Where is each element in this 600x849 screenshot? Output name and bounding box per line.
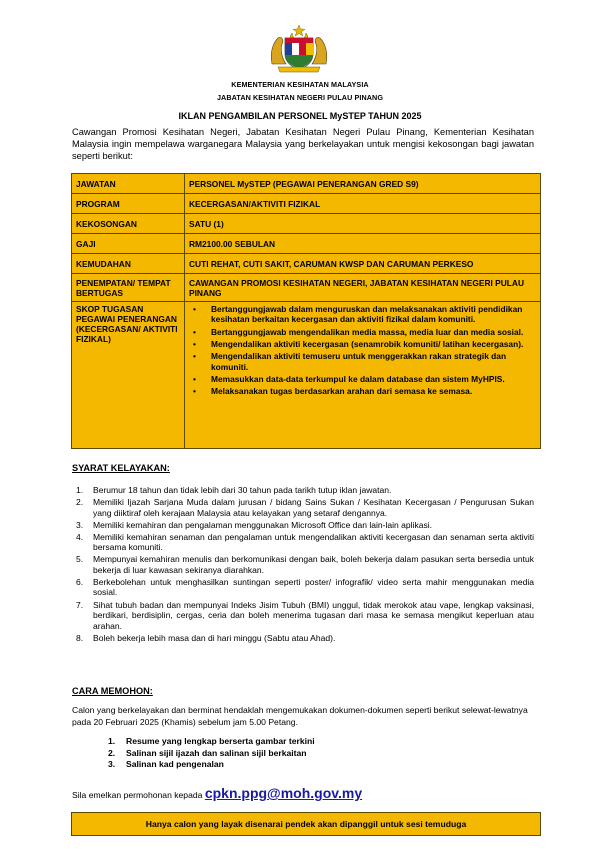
- table-row: [72, 194, 541, 214]
- table-row: [72, 254, 541, 274]
- item-number: 1.: [76, 485, 84, 495]
- item-number: 4.: [76, 531, 84, 542]
- item-text: Boleh bekerja lebih masa dan di hari minggu (Sabtu atau Ahad).: [93, 632, 336, 643]
- requirements-list: [72, 485, 534, 645]
- list-item: [108, 736, 315, 748]
- list-item: [72, 520, 534, 531]
- list-item: • Memasukkan data-data terkumpul ke dalam database dan sistem MyHPIS.: [189, 374, 536, 384]
- row-value: KECERGASAN/AKTIVITI FIZIKAL: [185, 194, 541, 214]
- table-row: [72, 234, 541, 254]
- row-key: JAWATAN: [72, 174, 185, 194]
- item-number: 1.: [108, 736, 116, 746]
- table-row: [72, 214, 541, 234]
- row-key: GAJI: [72, 234, 185, 254]
- documents-list: [108, 736, 315, 771]
- list-item: [108, 759, 315, 771]
- item-number: 2.: [76, 497, 84, 508]
- row-key: KEMUDAHAN: [72, 254, 185, 274]
- row-value: PERSONEL MySTEP (PEGAWAI PENERANGAN GRED S9): [185, 174, 541, 194]
- item-text: Memiliki Ijazah Sarjana Muda dalam jurusan / bidang Sains Sukan / Kesihatan Kecergasan / Pengurusan Sukan yang diiktiraf oleh kerajaan Malaysia atau kelayakan yang setaraf dengannya.: [93, 497, 534, 518]
- row-value: RM2100.00 SEBULAN: [185, 234, 541, 254]
- list-item: • Melaksanakan tugas berdasarkan arahan dari semasa ke semasa.: [189, 386, 536, 396]
- scope-value: [185, 302, 541, 449]
- item-text: Resume yang lengkap berserta gambar terkini: [126, 736, 315, 746]
- item-text: Sihat tubuh badan dan mempunyai Indeks Jisim Tubuh (BMI) unggul, tidak merokok atau vape, lengkap vaksinasi, berdikari, berdisiplin, cergas, ceria dan boleh menerima tugasan dari masa ke semasa mengikut keperluan atau arahan.: [93, 599, 534, 631]
- requirements-heading: SYARAT KELAYAKAN:: [72, 463, 170, 473]
- item-number: 5.: [76, 554, 84, 565]
- row-key: KEKOSONGAN: [72, 214, 185, 234]
- coat-of-arms-icon: [268, 24, 330, 74]
- scope-key: SKOP TUGASAN PEGAWAI PENERANGAN (KECERGASAN/ AKTIVITI FIZIKAL): [72, 302, 185, 449]
- item-number: 8.: [76, 632, 84, 643]
- list-item: [72, 497, 534, 518]
- item-number: 3.: [108, 759, 116, 770]
- table-row-scope: [72, 302, 541, 449]
- page-title: IKLAN PENGAMBILAN PERSONEL MySTEP TAHUN 2025: [178, 111, 422, 121]
- list-item: [72, 554, 534, 575]
- application-heading: CARA MEMOHON:: [72, 686, 153, 696]
- list-item: [72, 532, 534, 553]
- row-value: CAWANGAN PROMOSI KESIHATAN NEGERI, JABATAN KESIHATAN NEGERI PULAU PINANG: [185, 274, 541, 302]
- list-item: [72, 600, 534, 632]
- list-item: • Mengendalikan aktiviti temuseru untuk menggerakkan rakan strategik dan komuniti.: [189, 351, 536, 371]
- table-row: [72, 174, 541, 194]
- row-value: CUTI REHAT, CUTI SAKIT, CARUMAN KWSP DAN CARUMAN PERKESO: [185, 254, 541, 274]
- item-number: 2.: [108, 747, 116, 758]
- intro-paragraph: Cawangan Promosi Kesihatan Negeri, Jabatan Kesihatan Negeri Pulau Pinang, Kementerian Kesihatan Malaysia ingin mempelawa warganegara Malaysia yang berkelayakan untuk mengisi kekosongan bagi jawatan seperti berikut:: [72, 127, 534, 161]
- item-text: Memiliki kemahiran senaman dan pengalaman untuk mengendalikan aktiviti kecergasan dan senaman serta aktiviti bersama komuniti.: [93, 531, 534, 553]
- email-link[interactable]: cpkn.ppg@moh.gov.my: [204, 785, 363, 801]
- list-item: • Bertanggungjawab mengendalikan media massa, media luar dan media sosial.: [189, 327, 536, 337]
- list-item: [108, 748, 315, 760]
- job-details-table: [71, 173, 541, 449]
- list-item: [72, 577, 534, 598]
- row-key: PROGRAM: [72, 194, 185, 214]
- item-text: Memiliki kemahiran dan pengalaman menggunakan Microsoft Office dan lain-lain aplikasi.: [93, 519, 433, 530]
- item-text: Salinan kad pengenalan: [126, 759, 224, 770]
- list-item: [72, 485, 534, 496]
- list-item: • Mengendalikan aktiviti kecergasan (senamrobik komuniti/ latihan kecergasan).: [189, 339, 536, 349]
- item-number: 6.: [76, 576, 84, 587]
- row-key: PENEMPATAN/ TEMPAT BERTUGAS: [72, 274, 185, 302]
- email-prompt: Sila emelkan permohonan kepada: [72, 790, 203, 800]
- item-text: Mempunyai kemahiran menulis dan berkomunikasi dengan baik, boleh bekerja dalam pasukan serta bersedia untuk bekerja di luar kawasan sekiranya diarahkan.: [93, 554, 534, 575]
- table-row: [72, 274, 541, 302]
- list-item: [72, 633, 534, 644]
- item-number: 3.: [76, 519, 84, 530]
- application-instructions: Calon yang berkelayakan dan berminat hendaklah mengemukakan dokumen-dokumen seperti berikut selewat-lewatnya pada 20 Februari 2025 (Khamis) sebelum jam 5.00 Petang.: [72, 705, 528, 727]
- scope-list: [189, 304, 536, 397]
- list-item: • Bertanggungjawab dalam menguruskan dan melaksanakan aktiviti pendidikan kesihatan berkaitan kecergasan dan aktiviti fizikal dalam komuniti.: [189, 304, 536, 324]
- department-name: JABATAN KESIHATAN NEGERI PULAU PINANG: [216, 93, 384, 102]
- footer-notice: Hanya calon yang layak disenarai pendek akan dipanggil untuk sesi temuduga: [71, 812, 541, 836]
- item-text: Salinan sijil ijazah dan salinan sijil berkaitan: [126, 747, 307, 758]
- row-value: SATU (1): [185, 214, 541, 234]
- ministry-name: KEMENTERIAN KESIHATAN MALAYSIA: [231, 80, 369, 89]
- item-text: Berumur 18 tahun dan tidak lebih dari 30 tahun pada tarikh tutup iklan jawatan.: [93, 485, 392, 495]
- item-text: Berkebolehan untuk menghasilkan suntingan seperti poster/ infografik/ video serta mahir menggunakan media sosial.: [93, 576, 534, 598]
- email-row: [72, 785, 362, 801]
- item-number: 7.: [76, 599, 84, 610]
